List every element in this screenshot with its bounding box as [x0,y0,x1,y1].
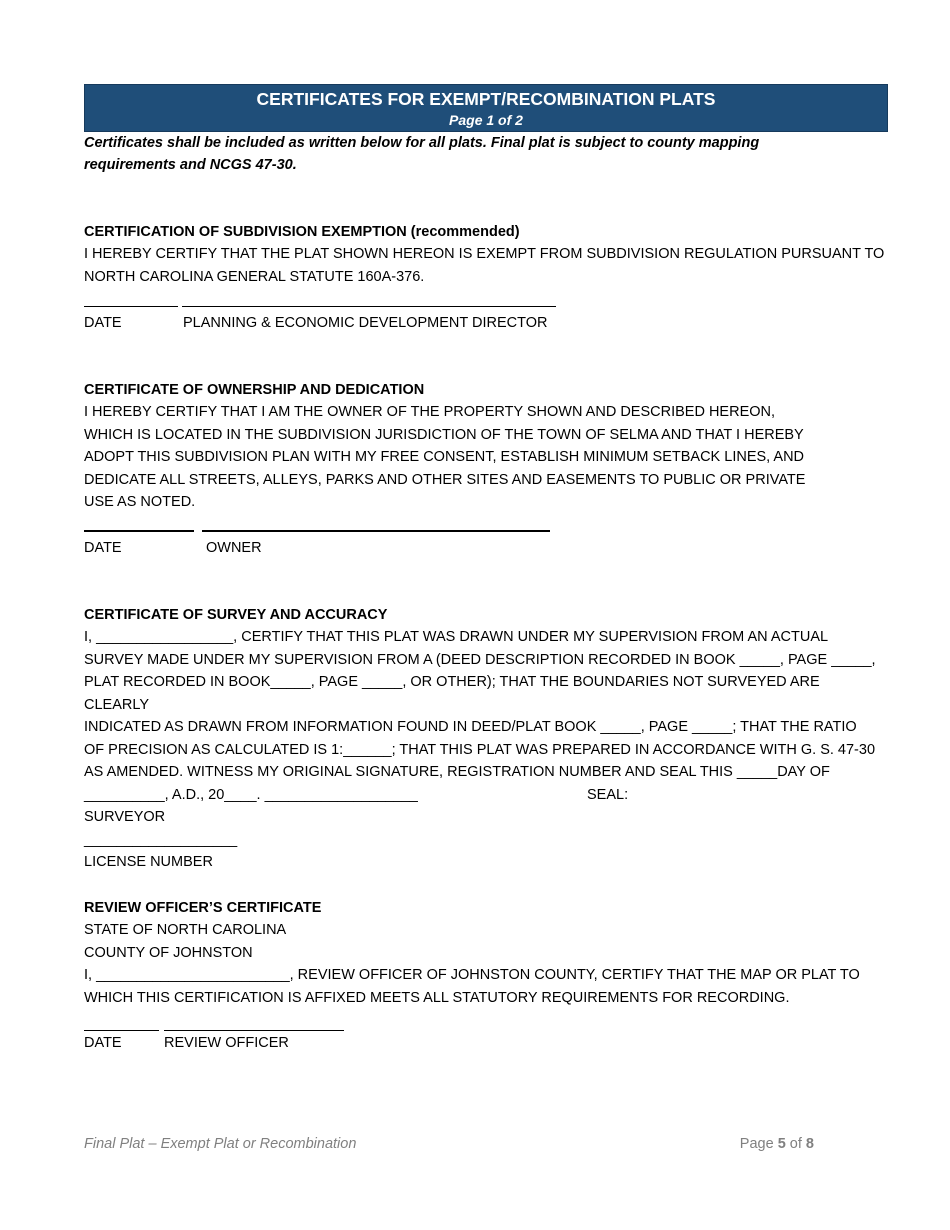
exemption-date-label: DATE [84,315,122,331]
footer-page-number [740,1136,814,1152]
exemption-date-line [84,306,178,307]
survey-section [84,604,888,874]
review-heading: REVIEW OFFICER’S CERTIFICATE [84,900,322,916]
exemption-section [84,221,888,288]
document-page [84,84,888,1051]
review-county: COUNTY OF JOHNSTON [84,944,253,961]
footer-page-current: 5 [777,1136,786,1152]
survey-heading: CERTIFICATE OF SURVEY AND ACCURACY [84,607,388,623]
footer-page-word: Page [739,1136,774,1152]
footer-document-title: Final Plat – Exempt Plat or Recombination [84,1136,357,1152]
header-banner [84,84,888,132]
exemption-heading: CERTIFICATION OF SUBDIVISION EXEMPTION (recommended) [84,224,520,240]
ownership-heading: CERTIFICATE OF OWNERSHIP AND DEDICATION [84,382,425,398]
surveyor-label: SURVEYOR [84,809,166,825]
exemption-signer-label: PLANNING & ECONOMIC DEVELOPMENT DIRECTOR [183,315,548,331]
ownership-date-label: DATE [84,540,122,556]
review-date-label: DATE [84,1035,122,1051]
ownership-body: I HEREBY CERTIFY THAT I AM THE OWNER OF THE PROPERTY SHOWN AND DESCRIBED HEREON, WHICH IS LOCATED IN THE SUBDIVISION JURISDICTION OF THE TOWN OF SELMA AND THAT I HEREBY ADOPT THIS SUBDIVISION PLAN WITH MY FREE CONSENT, ESTABLISH MINIMUM SETBACK LINES, AND DEDICATE ALL STREETS, ALLEYS, PARKS AND OTHER SITES AND EASEMENTS TO PUBLIC OR PRIVATE USE AS NOTED. [84,404,806,510]
footer-page-of: of [789,1136,802,1152]
license-number-line: ___________________ [84,831,238,848]
survey-line-3: PLAT RECORDED IN BOOK_____, PAGE _____, OR OTHER); THAT THE BOUNDARIES NOT SURVEYED ARE CLEARLY [84,674,820,713]
ownership-signer-label: OWNER [206,540,262,556]
ownership-signature-line [202,530,550,532]
review-signature-line [164,1030,344,1031]
survey-line-1: I, _________________, CERTIFY THAT THIS PLAT WAS DRAWN UNDER MY SUPERVISION FROM AN ACTUAL [84,629,829,645]
survey-line-5: OF PRECISION AS CALCULATED IS 1:______; THAT THIS PLAT WAS PREPARED IN ACCORDANCE WITH G. S. 47-30 [84,741,876,758]
header-page-indicator: Page 1 of 2 [449,112,523,128]
exemption-body: I HEREBY CERTIFY THAT THE PLAT SHOWN HEREON IS EXEMPT FROM SUBDIVISION REGULATION PURSUANT TO NORTH CAROLINA GENERAL STATUTE 160A-376. [84,246,885,285]
ownership-date-line [84,530,194,532]
survey-seal-label: SEAL: [587,786,629,803]
footer-page-total: 8 [805,1136,814,1152]
header-title: CERTIFICATES FOR EXEMPT/RECOMBINATION PLATS [256,89,716,109]
survey-line-6: AS AMENDED. WITNESS MY ORIGINAL SIGNATURE, REGISTRATION NUMBER AND SEAL THIS _____DAY OF [84,764,830,780]
exemption-signature-line [182,306,556,307]
review-state: STATE OF NORTH CAROLINA [84,922,287,938]
ownership-section [84,379,888,514]
intro-note: Certificates shall be included as written below for all plats. Final plat is subject to county mapping requirements and NCGS 47-30. [84,135,760,173]
review-line-1: I, ________________________, REVIEW OFFICER OF JOHNSTON COUNTY, CERTIFY THAT THE MAP OR PLAT TO [84,967,860,983]
survey-line-7 [84,784,888,807]
survey-date-signature-blanks: __________, A.D., 20____. ___________________ [84,786,418,803]
review-signer-label: REVIEW OFFICER [164,1035,289,1051]
survey-line-4: INDICATED AS DRAWN FROM INFORMATION FOUND IN DEED/PLAT BOOK _____, PAGE _____; THAT THE RATIO [84,719,857,735]
review-line-2: WHICH THIS CERTIFICATION IS AFFIXED MEETS ALL STATUTORY REQUIREMENTS FOR RECORDING. [84,989,790,1006]
review-date-line [84,1030,159,1031]
survey-line-2: SURVEY MADE UNDER MY SUPERVISION FROM A (DEED DESCRIPTION RECORDED IN BOOK _____, PAGE _____, [84,651,876,668]
review-section [84,897,888,1009]
license-number-label: LICENSE NUMBER [84,854,213,870]
